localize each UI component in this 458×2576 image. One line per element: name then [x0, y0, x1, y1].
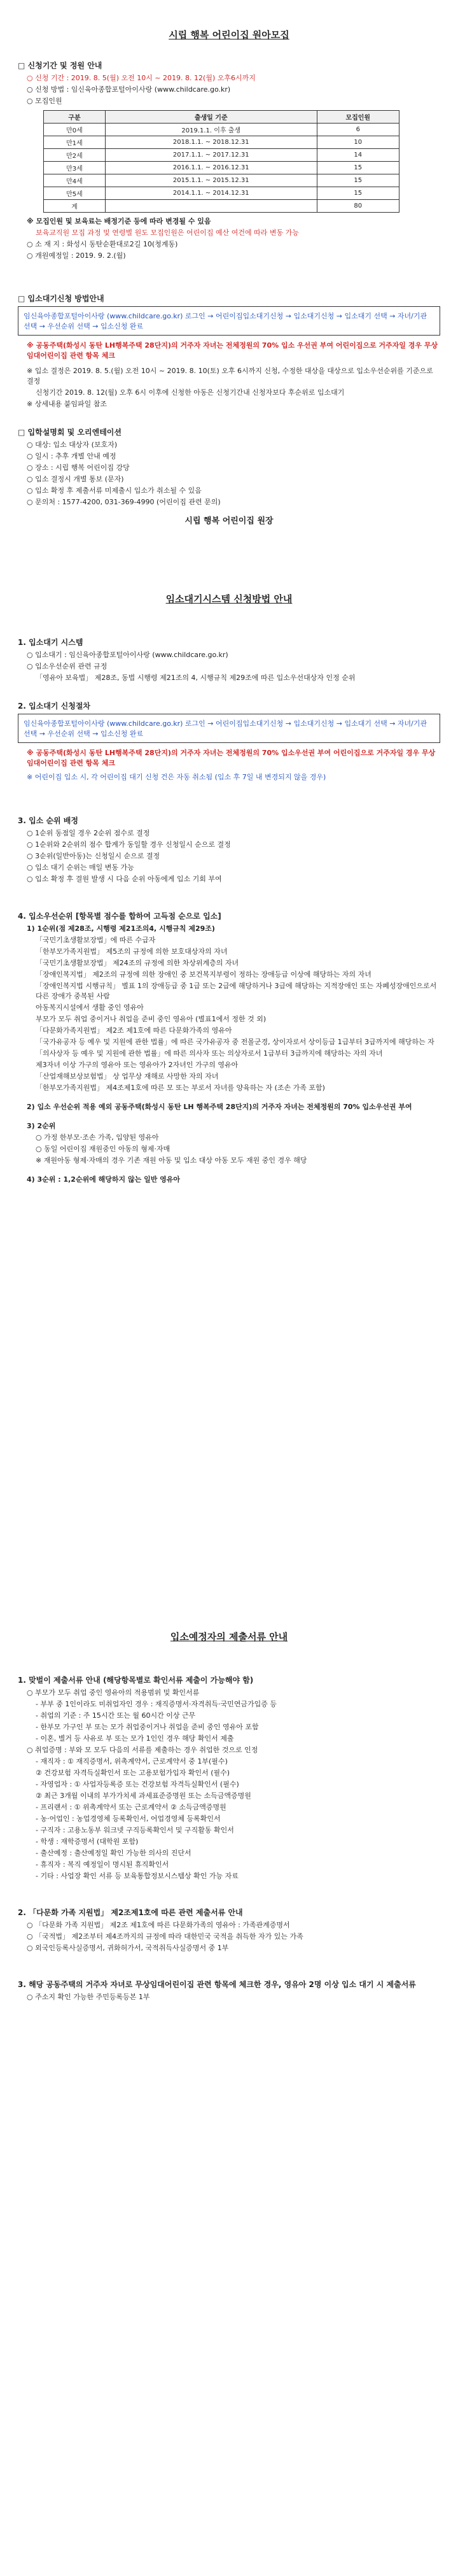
list-item: ② 최근 3개월 이내의 부가가치세 과세표준증명원 또는 소득금액증명원 [36, 1792, 251, 1800]
section-heading: □ 신청기간 및 정원 안내 [18, 61, 102, 70]
list-item: - 기타 : 사업장 확인 서류 등 보육통합정보시스템상 확인 가능 자료 [36, 1872, 239, 1880]
doc-title: 시립 행복 어린이집 원아모집 [169, 29, 289, 41]
open-date: ○ 개원예정일 : 2019. 9. 2.(월) [27, 251, 126, 260]
table-cell: 2018.1.1. ~ 2018.12.31 [105, 136, 317, 149]
apply-path-box: 임신육아종합포털아이사랑 (www.childcare.go.kr) 로그인 → 어린이집입소대기신청 → 입소대기신청 → 입소대기 선택 → 자녀/기관 선택 → 우선순위 선택 → 입소신청 완료 [18, 306, 440, 336]
subheading: 4) 3순위 : 1,2순위에 해당하지 않는 일반 영유아 [27, 1175, 181, 1184]
table-cell: 만4세 [44, 174, 106, 187]
list-item: ○ 부모가 모두 취업 중인 영유아의 적용범위 및 확인서류 [27, 1688, 200, 1697]
info-line: ○ 입소 결정시 개별 통보 (문자) [27, 475, 124, 483]
section-documents [18, 1668, 440, 2004]
section-heading: 4. 입소우선순위 [항목별 점수를 합하여 고득점 순으로 입소] [18, 912, 221, 921]
table-cell: 만5세 [44, 187, 106, 200]
priority-notice [18, 341, 440, 361]
list-item: - 재직자 : ① 재직증명서, 위촉계약서, 근로계약서 중 1부(필수) [36, 1757, 228, 1766]
subheading: 3) 2순위 [27, 1122, 56, 1130]
list-item: 아동복지시설에서 생활 중인 영유아 [36, 1003, 144, 1012]
list-item: ○ 「다문화 가족 지원법」 제2조 제1호에 따른 다문화가족의 영유아 : 가족관계증명서 [27, 1921, 290, 1929]
table-header: 모집인원 [317, 111, 399, 124]
list-item: ○ 취업증명 : 부와 모 모두 다음의 서류를 제출하는 경우 취업한 것으로 인정 [27, 1746, 258, 1754]
table-cell: 2015.1.1. ~ 2015.12.31 [105, 174, 317, 187]
list-item: - 부부 중 1인이라도 미취업자인 경우 : 재직증명서·자격취득·국민연금가입증 등 [36, 1700, 277, 1708]
table-cell: 10 [317, 136, 399, 149]
contact-line: ○ 문의처 : 1577-4200, 031-369-4990 (어린이집 관련 문의) [27, 498, 221, 506]
quota-table [43, 110, 399, 213]
list-item: ○ 「국적법」 제2조부터 제4조까지의 규정에 따라 대한민국 국적을 취득한 자가 있는 가족 [27, 1932, 303, 1941]
list-item: 제3자녀 이상 가구의 영유아 또는 영유아가 2자녀인 가구의 영유아 [36, 1061, 239, 1069]
table-header: 출생일 기준 [105, 111, 317, 124]
section-heading: 2. 입소대기 신청절차 [18, 702, 91, 711]
table-cell: 만1세 [44, 136, 106, 149]
list-item: ② 건강보험 자격득실확인서 또는 고용보험가입자 확인서 (필수) [36, 1769, 230, 1777]
list-item: - 학생 : 재학증명서 (대학원 포함) [36, 1837, 139, 1846]
result-notice: ※ 입소 결정은 2019. 8. 5.(월) 오전 10시 ~ 2019. 8. 10(토) 오후 6시까지 신청, 수정한 대상을 대상으로 입소우선순위를 기준으로 결정 [27, 367, 433, 385]
table-cell: 만2세 [44, 149, 106, 162]
section-wait-system [18, 630, 440, 684]
list-item: - 출산예정 : 출산예정일 확인 가능한 의사의 진단서 [36, 1849, 191, 1857]
table-cell: 계 [44, 200, 106, 213]
info-line: ○ 1순위 동점일 경우 2순위 점수로 결정 [27, 829, 150, 837]
list-item: ○ 외국인등록사실증명서, 귀화허가서, 국적취득사실증명서 중 1부 [27, 1944, 229, 1952]
table-cell: 만3세 [44, 162, 106, 174]
table-cell: 15 [317, 174, 399, 187]
address: ○ 소 재 지 : 화성시 동탄순환대로2길 10(청계동) [27, 240, 178, 248]
section-recruit-period [18, 53, 440, 262]
quota-note-detail: 보육교직원 모집 과정 및 연령별 원도 모집인원은 어린이집 예산 여건에 따라 변동 가능 [36, 229, 299, 237]
apply-site: ○ 신청 방법 : 임신육아종합포털아이사랑 (www.childcare.go.kr) [27, 85, 231, 94]
section-heading: 1. 입소대기 시스템 [18, 638, 83, 647]
list-item: 「국민기초생활보장법」 제24조의 규정에 의한 차상위계층의 자녀 [36, 959, 239, 967]
list-item: - 구직자 : 고용노동부 워크넷 구직등록확인서 및 구직활동 확인서 [36, 1826, 234, 1834]
section-priority-assignment [18, 809, 440, 886]
table-cell: 80 [317, 200, 399, 213]
list-item: 「다문화가족지원법」 제2조 제1호에 따른 다문화가족의 영유아 [36, 1026, 232, 1035]
list-item: ○ 주소지 확인 가능한 주민등록등본 1부 [27, 1993, 150, 2001]
table-cell: 6 [317, 124, 399, 136]
info-line: ○ 3순위(일반아동)는 신청일시 순으로 결정 [27, 852, 160, 860]
list-item: 「장애인복지법 시행규칙」 별표 1의 장애등급 중 1급 또는 2급에 해당하거나 3급에 해당하는 지적장애인 또는 자폐성장애인으로서 다른 장애가 중복된 사람 [36, 982, 437, 1000]
list-item: - 한부모 가구인 부 또는 모가 취업중이거나 취업을 준비 중인 영유아 포함 [36, 1723, 259, 1731]
table-cell: 만0세 [44, 124, 106, 136]
subheading [18, 1102, 440, 1112]
list-item: 「산업재해보상보험법」 상 업무상 재해로 사망한 자의 자녀 [36, 1072, 219, 1080]
table-row [44, 149, 399, 162]
list-item: - 휴직자 : 복직 예정일이 명시된 휴직확인서 [36, 1860, 169, 1869]
table-row [44, 200, 399, 213]
table-header: 구분 [44, 111, 106, 124]
list-item: 「국민기초생활보장법」에 따른 수급자 [36, 936, 156, 944]
table-cell: 14 [317, 149, 399, 162]
section-heading: □ 입소대기신청 방법안내 [18, 294, 104, 303]
table-cell: 2016.1.1. ~ 2016.12.31 [105, 162, 317, 174]
section-heading: 2. 「다문화 가족 지원법」 제2조제1호에 따른 관련 제출서류 안내 [18, 1908, 243, 1917]
quota-note: ※ 모집인원 및 보육료는 배정기준 등에 따라 변경될 수 있음 [27, 217, 211, 225]
info-line: ○ 입소 대기 순위는 매일 변동 가능 [27, 863, 134, 872]
apply-path-box: 임신육아종합포털아이사랑 (www.childcare.go.kr) 로그인 → 어린이집입소대기신청 → 입소대기신청 → 입소대기 선택 → 자녀/기관 선택 → 우선순위 선택 → 입소신청 완료 [18, 714, 440, 743]
list-item: ○ 동일 어린이집 재원중인 아동의 형제·자매 [36, 1145, 170, 1153]
table-cell [105, 200, 317, 213]
bottom-title: 입소예정자의 제출서류 안내 [170, 1631, 288, 1643]
table-row [44, 136, 399, 149]
list-item: ○ 가정 한부모·조손 가족, 입양된 영유아 [36, 1133, 159, 1142]
table-cell: 15 [317, 162, 399, 174]
table-row [44, 124, 399, 136]
section-apply-method [18, 287, 440, 411]
table-cell: 15 [317, 187, 399, 200]
etc-note: ※ 상세내용 붙임파일 참조 [27, 400, 107, 408]
info-line: 「영유아 보육법」 제28조, 동법 시행령 제21조의 4, 시행규칙 제29조에 따른 입소우선대상자 인정 순위 [36, 674, 356, 682]
info-line: ○ 1순위와 2순위의 점수 합계가 동일할 경우 신청일시 순으로 결정 [27, 840, 231, 849]
list-item: 「의사상자 등 예우 및 지원에 관한 법률」에 따른 의사자 또는 의상자로서 1급부터 3급까지에 해당하는 자의 자녀 [36, 1049, 383, 1058]
list-item: 「한부모가족지원법」 제5조의 규정에 의한 보호대상자의 자녀 [36, 947, 228, 956]
list-item: - 이혼, 별거 등 사유로 부 또는 모가 1인인 경우 해당 확인서 제출 [36, 1734, 234, 1743]
table-row [44, 162, 399, 174]
section-priority-criteria [18, 904, 440, 1186]
table-row [44, 187, 399, 200]
mid-title: 임소대기시스템 신청방법 안내 [165, 593, 293, 605]
list-item: ※ 재원아동 형제·자매의 경우 기존 재원 아동 및 입소 대상 아동 모두 재원 중인 경우 해당 [36, 1156, 307, 1164]
table-cell: 2019.1.1. 이후 출생 [105, 124, 317, 136]
priority-text: ※ 공동주택(화성시 동탄 LH행복주택 28단지)의 거주자 자녀는 전체정원의 70% 입소 우선권 부여 어린이집으로 거주자일 경우 무상임대어린이집 관련 항목 체크 [27, 341, 438, 360]
apply-period: ○ 신청 기간 : 2019. 8. 5(월) 오전 10시 ~ 2019. 8. 12(월) 오후6시까지 [27, 74, 256, 82]
list-item: 「장애인복지법」 제2조의 규정에 의한 장애인 중 보건복지부령이 정하는 장애등급 이상에 해당하는 자의 자녀 [36, 970, 371, 979]
exception-text: 2) 입소 우선순위 적용 예외 공동주택(화성시 동탄 LH 행복주택 28단지)의 거주자 자녀는 전체정원의 70% 입소우선권 부여 [27, 1103, 412, 1111]
info-line: ○ 입소 확정 후 결원 발생 시 다음 순위 아동에게 입소 기회 부여 [27, 875, 222, 883]
subheading: 1) 1순위(점 제28조, 시행령 제21조의4, 시행규칙 제29조) [27, 924, 215, 933]
info-line: ○ 대상: 입소 대상자 (보호자) [27, 441, 118, 449]
info-line: ○ 입소 확정 후 제출서류 미제출시 입소가 취소될 수 있음 [27, 486, 202, 495]
section-heading: □ 입학설명회 및 오리엔테이션 [18, 428, 121, 437]
section-orientation [18, 420, 440, 526]
priority-text: ※ 공동주택(화성시 동탄 LH행복주택 28단지)의 거주자 자녀는 전체정원의 70% 입소우선권 부여 어린이집으로 거주자일 경우 무상임대어린이집 관련 항목 체크 [27, 749, 436, 767]
section-heading: 1. 맞벌이 제출서류 안내 (해당항목별로 확인서류 제출이 가능해야 함) [18, 1676, 254, 1685]
list-item: - 자영업자 : ① 사업자등록증 또는 건강보험 자격득실확인서 (필수) [36, 1780, 239, 1788]
list-item: 「한부모가족지원법」 제4조제1호에 따른 모 또는 부로서 자녀를 양육하는 자 (조손 가족 포함) [36, 1084, 325, 1092]
table-cell: 2017.1.1. ~ 2017.12.31 [105, 149, 317, 162]
info-line: ○ 입소우선순위 관련 규정 [27, 662, 108, 670]
table-cell: 2014.1.1. ~ 2014.12.31 [105, 187, 317, 200]
section-heading: 3. 입소 순위 배정 [18, 816, 78, 825]
info-line: ○ 입소대기 : 임신육아종합포털아이사랑 (www.childcare.go.kr) [27, 651, 228, 659]
section-heading: 3. 해당 공동주택의 거주자 자녀로 무상임대어린이집 관련 항목에 체크한 경우, 영유아 2명 이상 입소 대기 시 제출서류 [18, 1980, 416, 1989]
signature-line: 시립 행복 어린이집 원장 [184, 516, 274, 526]
quota-label: ○ 모집인원 [27, 97, 62, 105]
list-item: 「국가유공자 등 예우 및 지원에 관한 법률」에 따른 국가유공자 중 전몰군경, 상이자로서 상이등급 1급부터 3급까지에 해당하는 자 [36, 1038, 434, 1046]
info-line: ○ 일시 : 추후 개별 안내 예정 [27, 452, 116, 460]
list-item: 부모가 모두 취업 중이거나 취업을 준비 중인 영유아 (별표1에서 정한 것 외) [36, 1015, 267, 1023]
info-line: ○ 장소 : 시립 행복 어린이집 강당 [27, 464, 130, 472]
late-apply-note: 신청기간 2019. 8. 12(월) 오후 6시 이후에 신청한 아동은 신청기간내 신청자보다 후순위로 입소대기 [36, 388, 345, 397]
table-row [44, 174, 399, 187]
priority-notice [18, 748, 440, 768]
list-item: - 취업의 기준 : 주 15시간 또는 월 60시간 이상 근무 [36, 1711, 196, 1720]
list-item: - 프리랜서 : ① 위촉계약서 또는 근로계약서 ② 소득금액증명원 [36, 1803, 226, 1811]
list-item: - 농·어업인 : 농업경영체 등록확인서, 어업경영체 등록확인서 [36, 1815, 221, 1823]
section-apply-procedure [18, 694, 440, 784]
auto-cancel-note: ※ 어린이집 입소 시, 각 어린이집 대기 신청 건은 자동 취소됨 (입소 후 7일 내 변경되지 않을 경우) [27, 773, 326, 781]
